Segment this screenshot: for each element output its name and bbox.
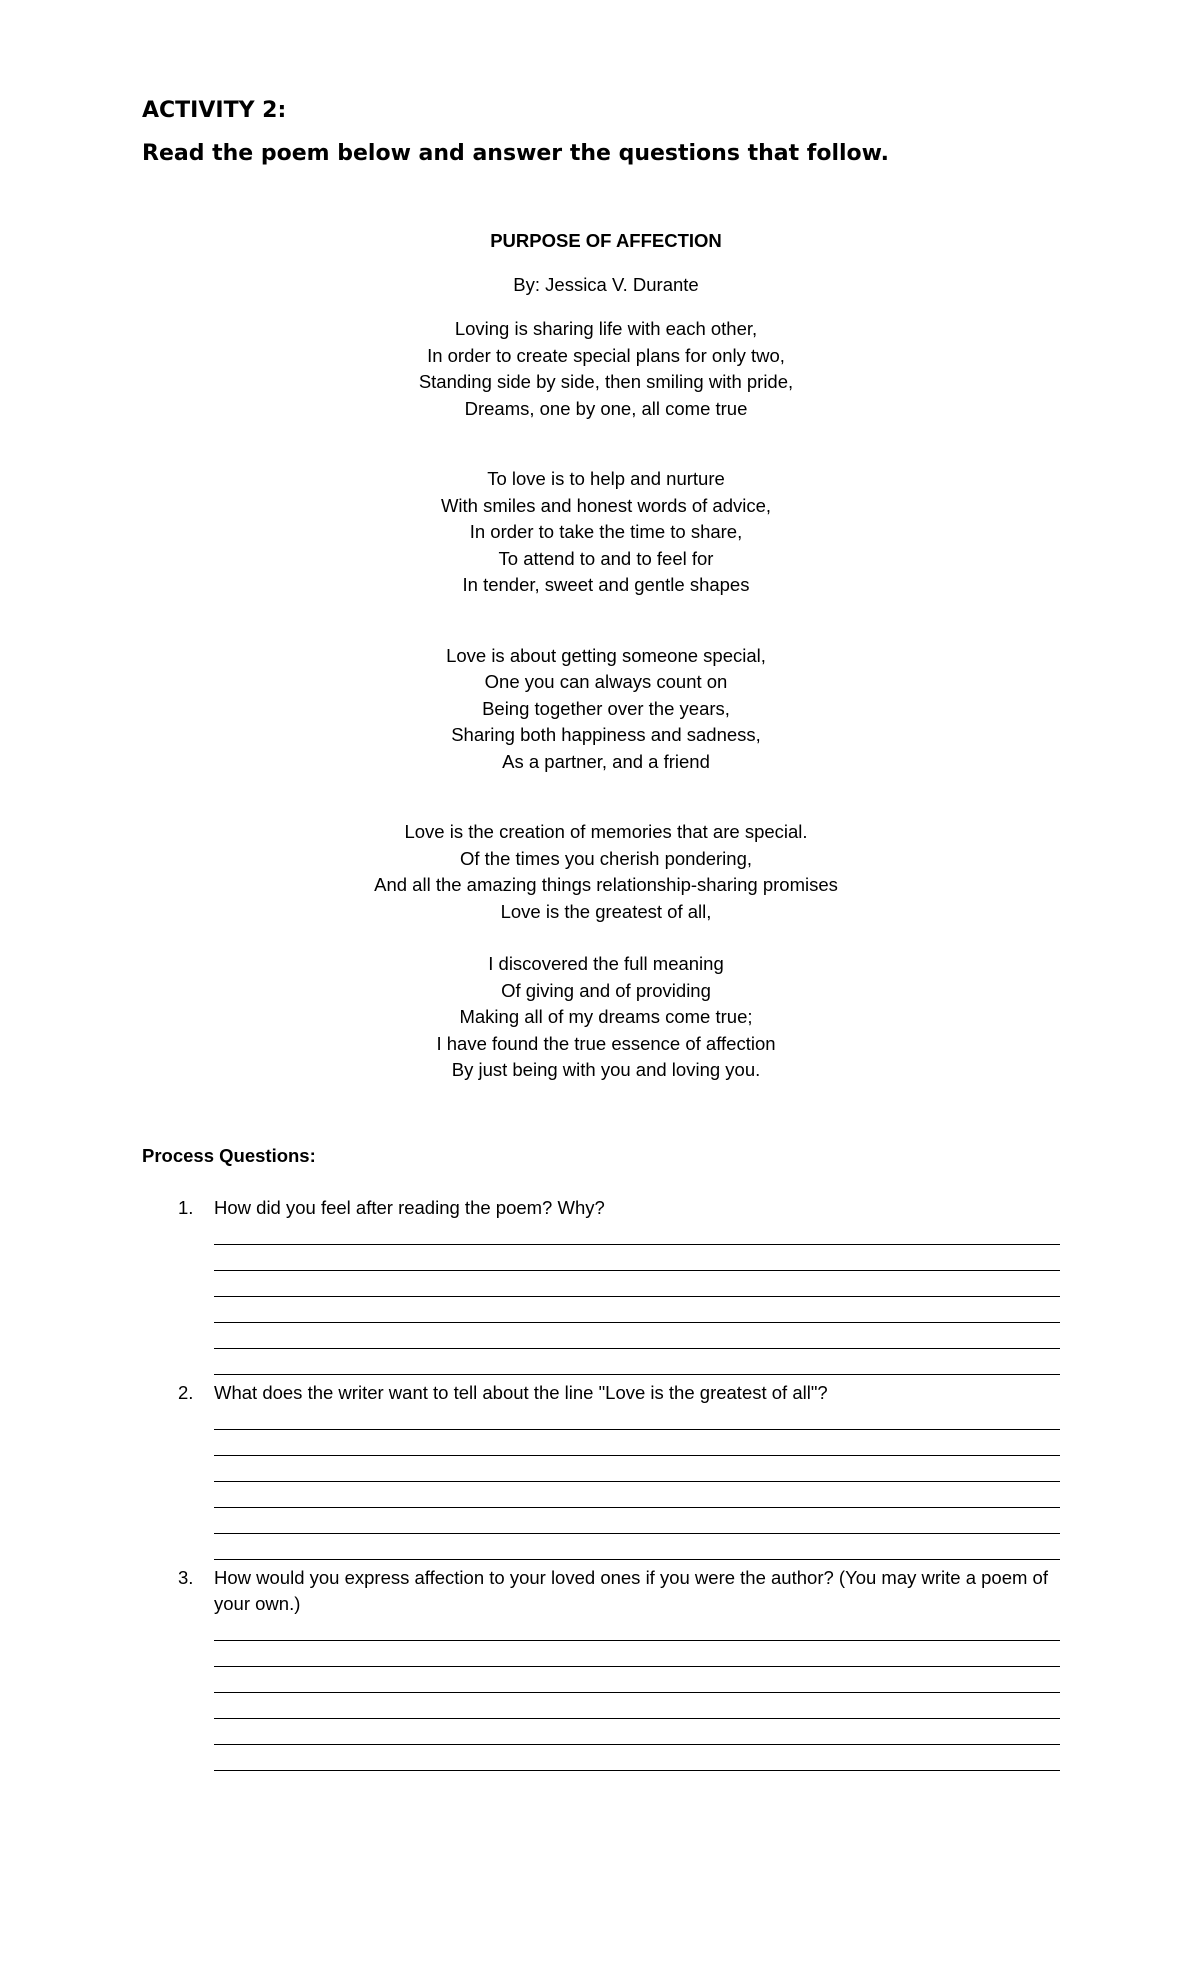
poem-line: Of the times you cherish pondering, xyxy=(459,847,753,869)
activity-instructions: Read the poem below and answer the questions that follow. xyxy=(142,141,889,166)
question-number: 3. xyxy=(178,1567,194,1588)
answer-line[interactable] xyxy=(214,1481,1060,1482)
poem-line: Love is the creation of memories that are special. xyxy=(404,821,808,842)
answer-line[interactable] xyxy=(214,1507,1060,1508)
poem-line: Loving is sharing life with each other, xyxy=(454,318,758,339)
poem-stanza-4 xyxy=(142,819,1070,925)
answer-line[interactable] xyxy=(214,1244,1060,1245)
answer-line[interactable] xyxy=(214,1533,1060,1534)
answer-line[interactable] xyxy=(214,1374,1060,1375)
question-text: How did you feel after reading the poem? Why? xyxy=(214,1197,605,1218)
poem-author: By: Jessica V. Durante xyxy=(513,274,699,295)
poem-line: Standing side by side, then smiling with pride, xyxy=(418,371,794,392)
answer-line[interactable] xyxy=(214,1692,1060,1693)
answer-line[interactable] xyxy=(214,1559,1060,1560)
answer-line[interactable] xyxy=(214,1322,1060,1323)
poem-stanza-2 xyxy=(142,466,1070,599)
answer-line[interactable] xyxy=(214,1348,1060,1349)
poem-line: And all the amazing things relationship-sharing promises xyxy=(374,874,838,895)
answer-line[interactable] xyxy=(214,1296,1060,1297)
poem-line: Making all of my dreams come true; xyxy=(459,1006,753,1027)
poem-line: To love is to help and nurture xyxy=(487,468,725,489)
poem-line: I have found the true essence of affection xyxy=(436,1032,776,1054)
answer-line[interactable] xyxy=(214,1770,1060,1771)
poem-line: In order to create special plans for only two, xyxy=(427,344,785,366)
poem-title: PURPOSE OF AFFECTION xyxy=(490,230,722,251)
poem-line: In order to take the time to share, xyxy=(469,521,743,542)
poem-line: To attend to and to feel for xyxy=(498,547,714,569)
process-questions-heading: Process Questions: xyxy=(142,1145,316,1166)
poem-line: As a partner, and a friend xyxy=(502,750,710,772)
question-text: What does the writer want to tell about the line "Love is the greatest of all"? xyxy=(214,1382,828,1403)
poem-line: Of giving and of providing xyxy=(501,979,711,1001)
question-number: 1. xyxy=(178,1197,194,1218)
answer-line[interactable] xyxy=(214,1718,1060,1719)
question-text: How would you express affection to your loved ones if you were the author? (You may write a poem of your own.) xyxy=(214,1567,1048,1614)
poem-stanza-5 xyxy=(142,951,1070,1084)
poem-stanza-1 xyxy=(142,316,1070,422)
answer-line[interactable] xyxy=(214,1270,1060,1271)
poem-line: Love is the greatest of all, xyxy=(500,900,712,922)
poem xyxy=(142,228,1070,1084)
answer-line[interactable] xyxy=(214,1455,1060,1456)
poem-stanza-3 xyxy=(142,643,1070,776)
poem-line: With smiles and honest words of advice, xyxy=(440,494,772,516)
poem-line: Love is about getting someone special, xyxy=(446,644,766,666)
activity-title: ACTIVITY 2: xyxy=(142,98,287,123)
answer-line[interactable] xyxy=(214,1429,1060,1430)
poem-line: I discovered the full meaning xyxy=(488,953,724,974)
poem-line: By just being with you and loving you. xyxy=(451,1059,761,1080)
poem-line: In tender, sweet and gentle shapes xyxy=(462,574,750,595)
poem-line: Being together over the years, xyxy=(482,697,730,719)
answer-line[interactable] xyxy=(214,1744,1060,1745)
answer-line[interactable] xyxy=(214,1640,1060,1641)
poem-line: Dreams, one by one, all come true xyxy=(464,397,748,419)
poem-line: One you can always count on xyxy=(484,671,728,692)
question-number: 2. xyxy=(178,1382,194,1403)
poem-line: Sharing both happiness and sadness, xyxy=(451,724,761,745)
answer-line[interactable] xyxy=(214,1666,1060,1667)
